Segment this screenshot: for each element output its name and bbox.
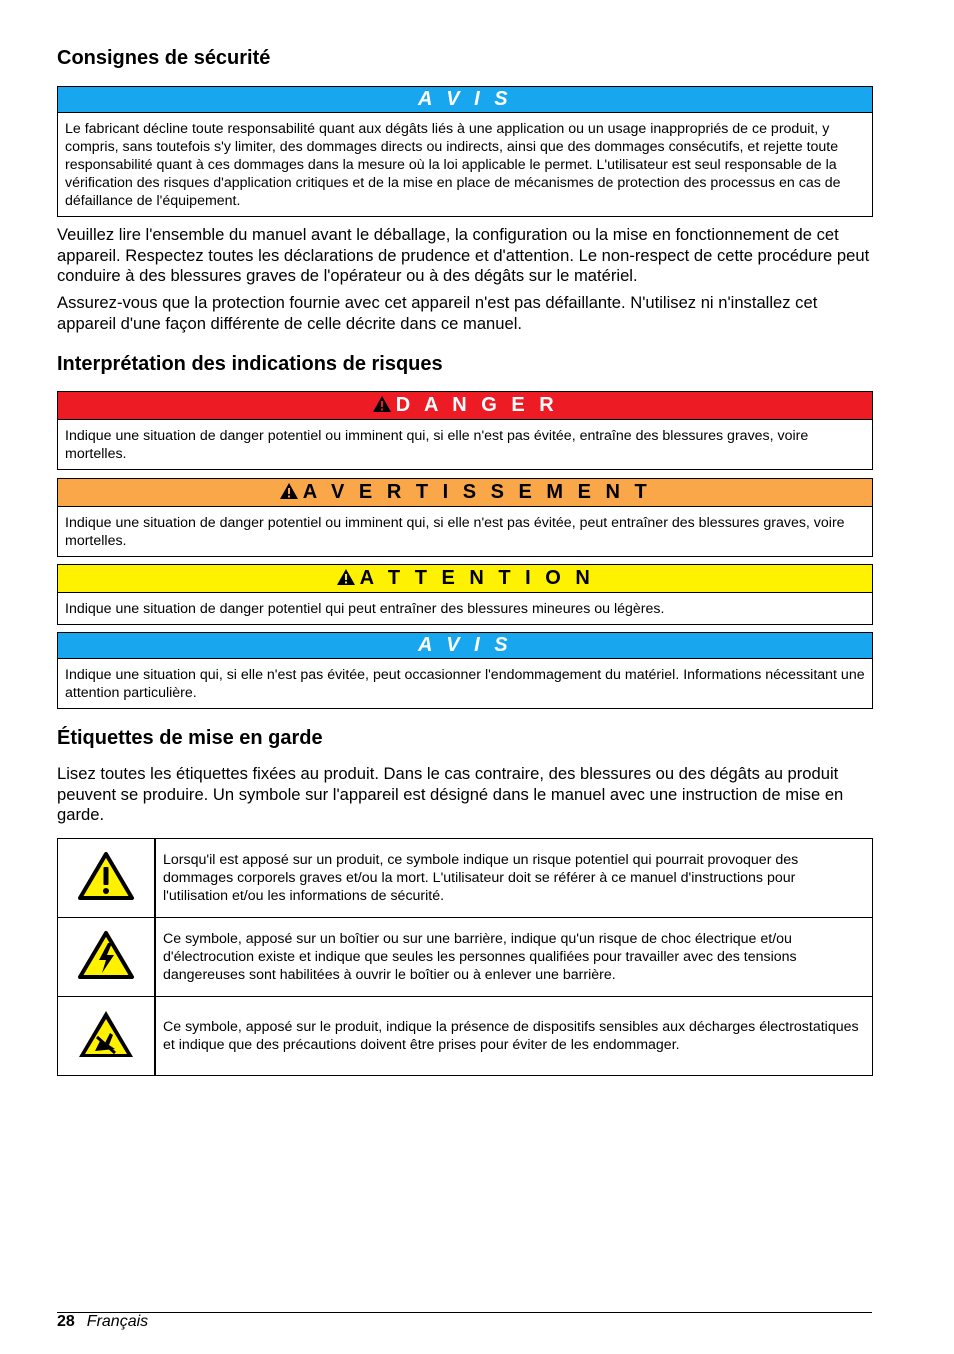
- esd-sensitive-icon: [77, 1009, 135, 1059]
- electrical-shock-icon: [77, 930, 135, 980]
- warning-box: [57, 478, 873, 557]
- safety-paragraph-1: Veuillez lire l'ensemble du manuel avant le déballage, la configuration ou la mise en fonctionnement de cet appareil. Respectez toutes les déclarations de prudence et d'attention. Le non-respect de cette procédure peut conduire à des blessures graves de l'opérateur ou à des dégâts sur le matériel.: [57, 225, 870, 285]
- danger-box: [57, 391, 873, 470]
- notice-text: Le fabricant décline toute responsabilité quant aux dégâts liés à une application ou un usage inappropriés de ce produit, y compris, sans toutefois s'y limiter, des dommages directs ou indirects, ainsi que des dommages consécutifs, et rejette toute responsabilité quant à ces dommages dans la mesure où la loi applicable le permet. L'utilisateur est seul responsable de la vérification des risques d'application critiques et de la mise en place de mécanismes de protection des processus en cas de défaillance de l'équipement.: [65, 121, 841, 209]
- symbols-table: [57, 838, 873, 1076]
- notice-header: A V I S: [58, 87, 872, 113]
- caution-text: Indique une situation de danger potentiel qui peut entraîner des blessures mineures ou légères.: [65, 601, 665, 617]
- warning-triangle-icon: [336, 568, 356, 586]
- symbol-cell: [58, 997, 156, 1076]
- symbol-description: Ce symbole, apposé sur le produit, indique la présence de dispositifs sensibles aux décharges électrostatiques et indique que des précautions doivent être prises pour éviter de les endommager.: [155, 997, 873, 1076]
- page-footer: [57, 1313, 148, 1331]
- table-row: [58, 997, 873, 1076]
- caution-header: [58, 565, 872, 593]
- table-row: [58, 839, 873, 918]
- warning-header: [58, 479, 872, 507]
- section-title-safety: Consignes de sécurité: [57, 47, 271, 69]
- page-number: 28: [57, 1313, 75, 1330]
- notice-header: A V I S: [58, 633, 872, 659]
- footer-language: Français: [86, 1313, 149, 1330]
- section-title-hazard-info: Interprétation des indications de risques: [57, 353, 443, 375]
- warning-text: Indique une situation de danger potentiel ou imminent qui, si elle n'est pas évitée, peut entraîner des blessures graves, voire mortelles.: [65, 515, 845, 549]
- notice-text: Indique une situation qui, si elle n'est pas évitée, peut occasionner l'endommagement du matériel. Informations nécessitant une attention particulière.: [65, 667, 865, 701]
- safety-paragraph-2: Assurez-vous que la protection fournie avec cet appareil n'est pas défaillante. N'utilisez ni n'installez cet appareil d'une façon différente de celle décrite dans ce manuel.: [57, 293, 818, 333]
- warning-triangle-icon: [372, 395, 392, 413]
- danger-text: Indique une situation de danger potentiel ou imminent qui, si elle n'est pas évitée, entraîne des blessures graves, voire mortelles.: [65, 428, 809, 462]
- notice-box-disclaimer: [57, 86, 873, 217]
- labels-paragraph: Lisez toutes les étiquettes fixées au produit. Dans le cas contraire, des blessures ou des dégâts au produit peuvent se produire. Un symbole sur l'appareil est désigné dans le manuel avec une instruction de mise en garde.: [57, 764, 844, 824]
- danger-header: [58, 392, 872, 420]
- symbol-cell: [58, 839, 156, 918]
- symbol-description: Lorsqu'il est apposé sur un produit, ce symbole indique un risque potentiel qui pourrait provoquer des dommages corporels graves et/ou la mort. L'utilisateur doit se référer à ce manuel d'instructions pour l'utilisation et/ou les informations de sécurité.: [155, 839, 873, 918]
- danger-label: D A N G E R: [395, 394, 559, 416]
- table-row: [58, 918, 873, 997]
- general-warning-icon: [77, 851, 135, 901]
- caution-box: [57, 564, 873, 625]
- section-title-labels: Étiquettes de mise en garde: [57, 727, 323, 749]
- warning-triangle-icon: [279, 482, 299, 500]
- caution-label: A T T E N T I O N: [359, 567, 595, 589]
- notice-box: [57, 632, 873, 709]
- symbol-cell: [58, 918, 156, 997]
- symbol-description: Ce symbole, apposé sur un boîtier ou sur une barrière, indique qu'un risque de choc électrique et/ou d'électrocution existe et indique que seules les personnes qualifiées pour travailler avec des tensions dangereuses sont habilitées à ouvrir le boîtier ou à enlever une barrière.: [155, 918, 873, 997]
- footer-divider: [57, 1312, 872, 1313]
- warning-label: A V E R T I S S E M E N T: [302, 481, 652, 503]
